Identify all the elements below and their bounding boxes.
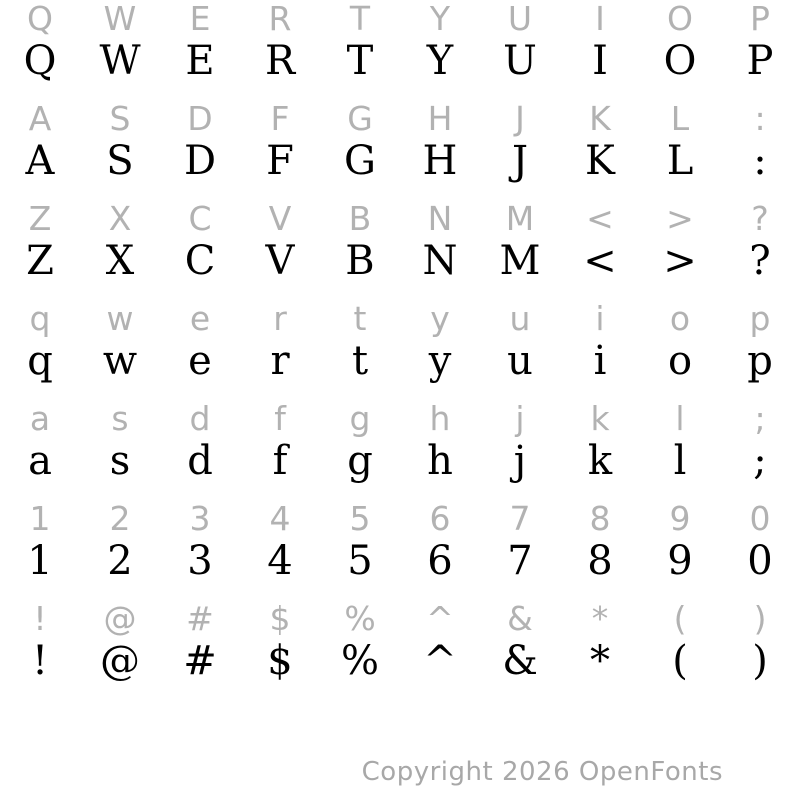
specimen-glyph: 2 [107,538,133,584]
row-group-symbols-row [0,600,800,700]
specimen-glyph: H [422,138,458,184]
symbols-row-specimen [0,638,800,700]
preview-glyph: q [29,299,51,338]
preview-glyph: A [28,99,52,138]
specimen-glyph: % [340,638,379,684]
specimen-glyph: N [422,238,458,284]
preview-glyph: e [189,299,211,338]
preview-glyph: y [430,299,450,338]
preview-glyph: B [348,199,372,238]
specimen-glyph: j [513,438,527,484]
preview-glyph: E [189,0,211,38]
specimen-glyph: q [27,338,53,384]
row-group-lowercase-top-row [0,300,800,400]
preview-glyph: 8 [589,499,611,538]
specimen-glyph: > [663,238,697,284]
preview-glyph: Y [429,0,451,38]
specimen-glyph: y [428,338,452,384]
specimen-glyph: o [667,338,693,384]
specimen-glyph: J [511,138,529,184]
specimen-glyph: X [105,238,135,284]
preview-glyph: U [507,0,533,38]
specimen-glyph: V [265,238,295,284]
preview-glyph: k [590,399,610,438]
specimen-glyph: Y [426,38,454,84]
preview-glyph: j [515,399,525,438]
preview-glyph: 7 [509,499,531,538]
preview-glyph: o [669,299,691,338]
specimen-glyph: O [663,38,697,84]
preview-glyph: W [103,0,137,38]
specimen-glyph: u [507,338,533,384]
lowercase-home-row-specimen [0,438,800,500]
specimen-glyph: F [266,138,294,184]
preview-glyph: 3 [189,499,211,538]
preview-glyph: d [189,399,211,438]
preview-glyph: ( [673,599,687,638]
specimen-glyph: a [28,438,52,484]
specimen-glyph: : [753,138,767,184]
preview-glyph: G [347,99,373,138]
digits-row-specimen [0,538,800,600]
specimen-glyph: P [746,38,774,84]
specimen-glyph: G [344,138,376,184]
preview-glyph: u [509,299,531,338]
preview-glyph: F [270,99,290,138]
preview-glyph: S [109,99,131,138]
preview-glyph: 6 [429,499,451,538]
uppercase-bottom-row-specimen [0,238,800,300]
specimen-glyph: ^ [423,638,457,684]
specimen-glyph: Q [23,38,57,84]
specimen-glyph: 3 [187,538,213,584]
copyright-text: Copyright 2026 OpenFonts [361,757,723,787]
preview-glyph: 5 [349,499,371,538]
preview-glyph: 2 [109,499,131,538]
specimen-glyph: L [666,138,694,184]
specimen-glyph: w [102,338,138,384]
specimen-glyph: E [185,38,215,84]
preview-glyph: V [268,199,292,238]
preview-glyph: ^ [426,599,454,638]
preview-glyph: ? [751,199,769,238]
preview-glyph: P [750,0,770,38]
preview-glyph: N [427,199,453,238]
specimen-glyph: 9 [667,538,693,584]
preview-glyph: * [591,599,609,638]
preview-glyph: w [106,299,134,338]
specimen-glyph: 4 [267,538,293,584]
specimen-glyph: 7 [507,538,533,584]
specimen-glyph: ! [31,638,49,684]
preview-glyph: I [595,0,605,38]
preview-glyph: K [589,99,611,138]
preview-glyph: # [186,599,214,638]
uppercase-home-row-specimen [0,138,800,200]
specimen-glyph: U [503,38,537,84]
preview-glyph: f [274,399,286,438]
preview-glyph: % [344,599,376,638]
specimen-glyph: A [25,138,55,184]
preview-glyph: & [507,599,533,638]
specimen-glyph: C [184,238,216,284]
specimen-glyph: k [587,438,613,484]
specimen-glyph: 5 [347,538,373,584]
specimen-glyph: 8 [587,538,613,584]
specimen-glyph: e [188,338,212,384]
specimen-glyph: Z [26,238,54,284]
preview-glyph: r [273,299,287,338]
specimen-glyph: D [183,138,217,184]
preview-glyph: < [586,199,614,238]
preview-glyph: L [670,99,690,138]
preview-glyph: O [667,0,693,38]
preview-glyph: s [111,399,129,438]
row-group-uppercase-top-row [0,0,800,100]
preview-glyph: H [427,99,453,138]
specimen-glyph: S [106,138,134,184]
preview-glyph: R [268,0,292,38]
preview-glyph: t [353,299,367,338]
lowercase-top-row-specimen [0,338,800,400]
specimen-glyph: h [427,438,453,484]
specimen-glyph: r [270,338,290,384]
preview-glyph: g [349,399,371,438]
specimen-glyph: @ [100,638,140,684]
row-group-digits-row [0,500,800,600]
preview-glyph: $ [269,599,291,638]
specimen-glyph: K [585,138,615,184]
preview-glyph: ) [753,599,767,638]
specimen-glyph: ; [753,438,767,484]
specimen-glyph: t [351,338,369,384]
preview-glyph: : [754,99,766,138]
specimen-glyph: g [347,438,373,484]
preview-glyph: h [429,399,451,438]
specimen-glyph: ) [752,638,768,684]
specimen-glyph: T [346,38,374,84]
preview-glyph: ; [754,399,766,438]
specimen-glyph: < [583,238,617,284]
specimen-glyph: f [272,438,288,484]
preview-glyph: p [749,299,771,338]
preview-glyph: 1 [29,499,51,538]
specimen-glyph: p [747,338,773,384]
specimen-glyph: & [502,638,538,684]
specimen-glyph: W [99,38,141,84]
specimen-glyph: l [673,438,687,484]
row-group-uppercase-bottom-row [0,200,800,300]
row-group-lowercase-home-row [0,400,800,500]
preview-glyph: 9 [669,499,691,538]
preview-glyph: a [29,399,51,438]
specimen-glyph: M [499,238,541,284]
preview-glyph: M [505,199,535,238]
specimen-glyph: ? [749,238,771,284]
specimen-glyph: 1 [27,538,53,584]
specimen-glyph: B [345,238,375,284]
preview-glyph: l [675,399,685,438]
preview-glyph: C [188,199,212,238]
preview-glyph: J [515,99,525,138]
preview-glyph: Z [28,199,52,238]
preview-glyph: ! [33,599,47,638]
preview-glyph: Q [27,0,53,38]
preview-glyph: > [666,199,694,238]
specimen-glyph: $ [267,638,293,684]
specimen-glyph: d [187,438,213,484]
specimen-glyph: 6 [427,538,453,584]
uppercase-top-row-specimen [0,38,800,100]
preview-glyph: 4 [269,499,291,538]
specimen-glyph: ( [672,638,688,684]
row-group-uppercase-home-row [0,100,800,200]
specimen-glyph: i [593,338,607,384]
specimen-glyph: I [592,38,608,84]
specimen-glyph: * [590,638,610,684]
preview-glyph: D [187,99,213,138]
specimen-glyph: 0 [747,538,773,584]
preview-glyph: 0 [749,499,771,538]
specimen-glyph: # [183,638,217,684]
preview-glyph: X [108,199,132,238]
preview-glyph: T [349,0,371,38]
specimen-glyph: R [264,38,296,84]
preview-glyph: @ [103,599,137,638]
preview-glyph: i [595,299,605,338]
specimen-glyph: s [109,438,131,484]
